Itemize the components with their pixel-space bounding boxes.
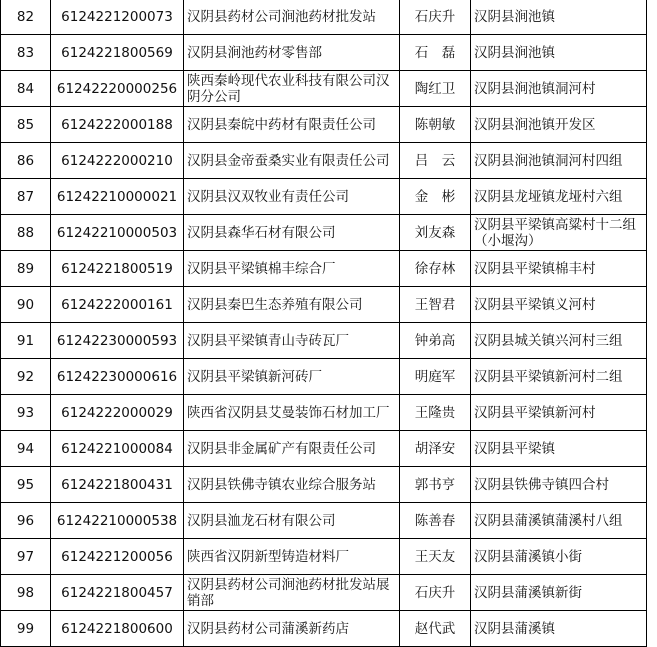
- registration-code-cell: 6124222000029: [51, 395, 184, 431]
- table-row: [1, 287, 647, 323]
- row-number-cell: 88: [1, 215, 51, 251]
- legal-representative-cell: 石 磊: [400, 35, 471, 71]
- table-row: [1, 467, 647, 503]
- row-number-cell: 86: [1, 143, 51, 179]
- table-row: [1, 539, 647, 575]
- address-cell: 汉阴县蒲溪镇: [471, 611, 647, 647]
- table-row: [1, 323, 647, 359]
- company-name-cell: 汉阴县药材公司涧池药材批发站展销部: [184, 575, 400, 611]
- company-name-cell: 汉阴县平梁镇棉丰综合厂: [184, 251, 400, 287]
- row-number-cell: 82: [1, 0, 51, 35]
- row-number-cell: 95: [1, 467, 51, 503]
- legal-representative-cell: 刘友森: [400, 215, 471, 251]
- table-row: [1, 107, 647, 143]
- row-number-cell: 89: [1, 251, 51, 287]
- registration-code-cell: 61242230000616: [51, 359, 184, 395]
- company-name-cell: 汉阴县药材公司蒲溪新药店: [184, 611, 400, 647]
- legal-representative-cell: 钟弟高: [400, 323, 471, 359]
- table-row: [1, 0, 647, 35]
- company-name-cell: 汉阴县平梁镇青山寺砖瓦厂: [184, 323, 400, 359]
- registration-code-cell: 6124221800569: [51, 35, 184, 71]
- row-number-cell: 91: [1, 323, 51, 359]
- row-number-cell: 97: [1, 539, 51, 575]
- legal-representative-cell: 徐存林: [400, 251, 471, 287]
- registration-code-cell: 6124222000188: [51, 107, 184, 143]
- table-row: [1, 215, 647, 251]
- address-cell: 汉阴县平梁镇新河村: [471, 395, 647, 431]
- registration-code-cell: 61242210000503: [51, 215, 184, 251]
- registration-code-cell: 6124222000210: [51, 143, 184, 179]
- registration-code-cell: 61242220000256: [51, 71, 184, 107]
- address-cell: 汉阴县城关镇兴河村三组: [471, 323, 647, 359]
- registration-code-cell: 6124221800600: [51, 611, 184, 647]
- registration-code-cell: 61242230000593: [51, 323, 184, 359]
- registration-code-cell: 6124221800519: [51, 251, 184, 287]
- legal-representative-cell: 赵代武: [400, 611, 471, 647]
- legal-representative-cell: 陶红卫: [400, 71, 471, 107]
- registration-code-cell: 61242210000538: [51, 503, 184, 539]
- table-row: [1, 143, 647, 179]
- address-cell: 汉阴县涧池镇开发区: [471, 107, 647, 143]
- table-row: [1, 251, 647, 287]
- company-name-cell: 汉阴县洫龙石材有限公司: [184, 503, 400, 539]
- registration-code-cell: 6124221200073: [51, 0, 184, 35]
- row-number-cell: 84: [1, 71, 51, 107]
- legal-representative-cell: 王天友: [400, 539, 471, 575]
- legal-representative-cell: 王智君: [400, 287, 471, 323]
- company-name-cell: 陕西秦岭现代农业科技有限公司汉阴分公司: [184, 71, 400, 107]
- legal-representative-cell: 明庭军: [400, 359, 471, 395]
- row-number-cell: 83: [1, 35, 51, 71]
- row-number-cell: 99: [1, 611, 51, 647]
- legal-representative-cell: 石庆升: [400, 575, 471, 611]
- company-name-cell: 汉阴县秦巴生态养殖有限公司: [184, 287, 400, 323]
- company-name-cell: 汉阴县森华石材有限公司: [184, 215, 400, 251]
- legal-representative-cell: 郭书亨: [400, 467, 471, 503]
- address-cell: 汉阴县铁佛寺镇四合村: [471, 467, 647, 503]
- row-number-cell: 96: [1, 503, 51, 539]
- address-cell: 汉阴县平梁镇新河村二组: [471, 359, 647, 395]
- company-name-cell: 陕西省汉阴新型铸造材料厂: [184, 539, 400, 575]
- address-cell: 汉阴县平梁镇: [471, 431, 647, 467]
- table-row: [1, 71, 647, 107]
- address-cell: 汉阴县平梁镇义河村: [471, 287, 647, 323]
- row-number-cell: 90: [1, 287, 51, 323]
- table-row: [1, 359, 647, 395]
- table-row: [1, 179, 647, 215]
- row-number-cell: 93: [1, 395, 51, 431]
- address-cell: 汉阴县平梁镇高粱村十二组（小堰沟）: [471, 215, 647, 251]
- registration-code-cell: 6124222000161: [51, 287, 184, 323]
- address-cell: 汉阴县涧池镇洞河村: [471, 71, 647, 107]
- address-cell: 汉阴县蒲溪镇蒲溪村八组: [471, 503, 647, 539]
- company-name-cell: 汉阴县涧池药材零售部: [184, 35, 400, 71]
- company-name-cell: 汉阴县药材公司涧池药材批发站: [184, 0, 400, 35]
- legal-representative-cell: 石庆升: [400, 0, 471, 35]
- company-name-cell: 汉阴县平梁镇新河砖厂: [184, 359, 400, 395]
- legal-representative-cell: 陈朝敏: [400, 107, 471, 143]
- legal-representative-cell: 胡泽安: [400, 431, 471, 467]
- legal-representative-cell: 金 彬: [400, 179, 471, 215]
- registration-code-cell: 6124221200056: [51, 539, 184, 575]
- table-row: [1, 611, 647, 647]
- table-row: [1, 35, 647, 71]
- company-name-cell: 汉阴县金帝蚕桑实业有限责任公司: [184, 143, 400, 179]
- table-row: [1, 575, 647, 611]
- legal-representative-cell: 王隆贵: [400, 395, 471, 431]
- row-number-cell: 92: [1, 359, 51, 395]
- address-cell: 汉阴县涧池镇: [471, 0, 647, 35]
- address-cell: 汉阴县蒲溪镇小街: [471, 539, 647, 575]
- legal-representative-cell: 吕 云: [400, 143, 471, 179]
- registration-code-cell: 61242210000021: [51, 179, 184, 215]
- table-row: [1, 503, 647, 539]
- registration-code-cell: 6124221800431: [51, 467, 184, 503]
- row-number-cell: 85: [1, 107, 51, 143]
- company-name-cell: 陕西省汉阴县艾曼装饰石材加工厂: [184, 395, 400, 431]
- row-number-cell: 87: [1, 179, 51, 215]
- registration-code-cell: 6124221800457: [51, 575, 184, 611]
- address-cell: 汉阴县龙垭镇龙垭村六组: [471, 179, 647, 215]
- row-number-cell: 98: [1, 575, 51, 611]
- address-cell: 汉阴县涧池镇: [471, 35, 647, 71]
- registration-code-cell: 6124221000084: [51, 431, 184, 467]
- address-cell: 汉阴县平梁镇棉丰村: [471, 251, 647, 287]
- address-cell: 汉阴县涧池镇洞河村四组: [471, 143, 647, 179]
- company-name-cell: 汉阴县非金属矿产有限责任公司: [184, 431, 400, 467]
- table-row: [1, 431, 647, 467]
- address-cell: 汉阴县蒲溪镇新街: [471, 575, 647, 611]
- legal-representative-cell: 陈善春: [400, 503, 471, 539]
- table-body: [1, 0, 647, 647]
- table-row: [1, 395, 647, 431]
- company-name-cell: 汉阴县秦皖中药材有限责任公司: [184, 107, 400, 143]
- row-number-cell: 94: [1, 431, 51, 467]
- company-name-cell: 汉阴县汉双牧业有责任公司: [184, 179, 400, 215]
- company-name-cell: 汉阴县铁佛寺镇农业综合服务站: [184, 467, 400, 503]
